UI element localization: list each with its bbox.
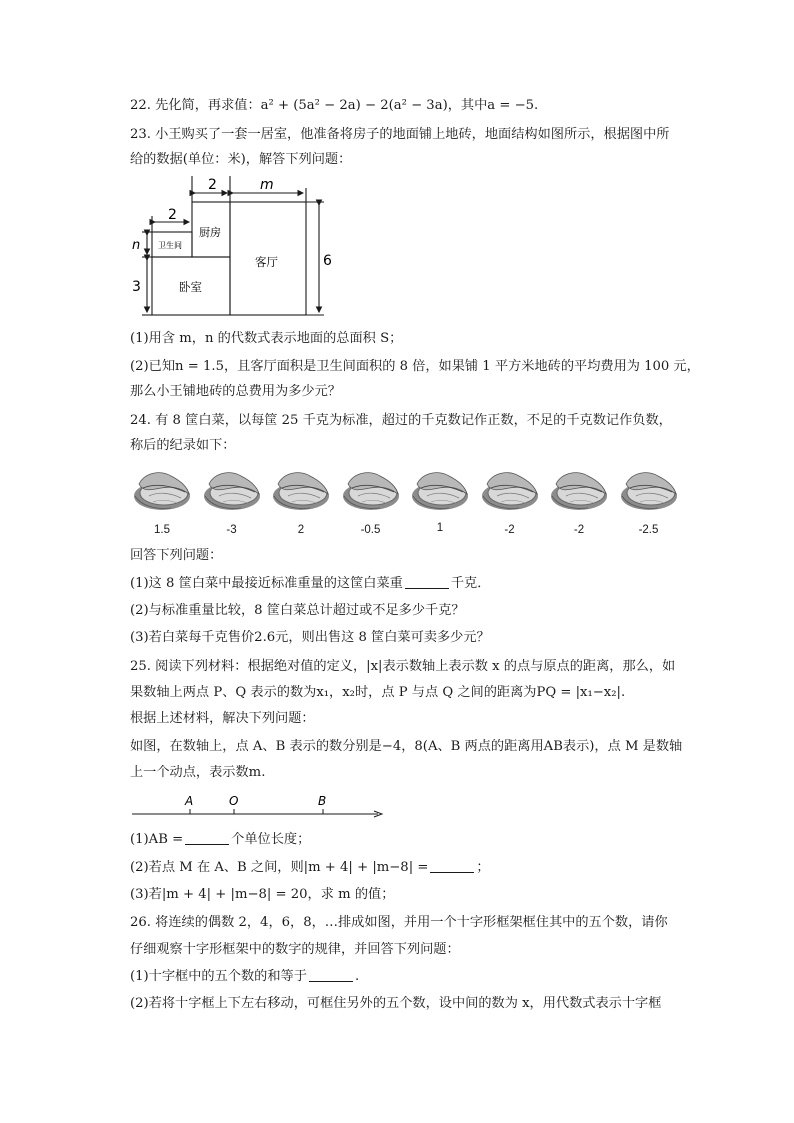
answer-blank [309, 967, 353, 982]
q23-part2b: 那么小王铺地砖的总费用为多少元？ [130, 384, 341, 399]
dim-6: 6 [323, 253, 332, 269]
cabbage-value-label: -2 [573, 524, 585, 536]
dim-top-2: 2 [208, 177, 217, 193]
cabbage-value-label: -0.5 [360, 524, 381, 536]
point-a-label: A [185, 794, 194, 808]
q25-part2-text: (2)若点 M 在 A、B 之间，则|m + 4| + |m−8| = [130, 860, 429, 875]
cabbage-icon [618, 466, 680, 514]
cabbage-icon [270, 466, 332, 514]
cabbage-value-label: -3 [226, 524, 237, 536]
cabbage-value-label: -2.5 [638, 524, 659, 536]
q24-line2: 称后的纪录如下： [130, 438, 236, 453]
cabbage-value-label: 2 [297, 524, 305, 536]
q26-line2: 仔细观察十字形框架中的数字的规律，并回答下列问题： [130, 942, 460, 957]
cabbage-icon [340, 466, 402, 514]
cabbage-icon [409, 466, 471, 514]
q25-line3: 根据上述材料，解决下列问题： [130, 711, 315, 726]
q24-line1: 24. 有 8 筐白菜，以每筐 25 千克为标准，超过的千克数记作正数，不足的千克数记作负数， [130, 413, 672, 428]
number-line [128, 790, 388, 820]
q26-part2: (2)若将十字框上下左右移动，可框住另外的五个数，设中间的数为 x，用代数式表示十字框 [130, 996, 662, 1011]
q23-part2a: (2)已知n = 1.5，且客厅面积是卫生间面积的 8 倍，如果铺 1 平方米地砖的平均费用为 100 元， [130, 359, 700, 374]
dim-top-m: m [260, 177, 274, 193]
dim-n: n [132, 238, 141, 253]
answer-blank [430, 858, 474, 873]
point-b-label: B [318, 794, 327, 808]
q26-line1: 26. 将连续的偶数 2，4，6，8，…排成如图，并用一个十字形框架框住其中的五个数，请你 [130, 915, 668, 930]
cabbage-row [0, 460, 794, 540]
q26-part1 [130, 966, 359, 988]
q26-part1-text: (1)十字框中的五个数的和等于 [130, 969, 307, 984]
q25-line4: 如图，在数轴上，点 A、B 表示的数分别是−4，8(A、B 两点的距离用AB表示)，点 M 是数轴 [130, 739, 683, 754]
q25-part2-end: ； [476, 860, 490, 875]
q23-line1: 23. 小王购买了一套一居室，他准备将房子的地面铺上地砖，地面结构如图所示，根据图中所 [130, 127, 670, 142]
floorplan-figure [128, 176, 338, 324]
q24-part1-unit: 千克． [450, 576, 491, 591]
q24-part1-text: (1)这 8 筐白菜中最接近标准重量的这筐白菜重 [130, 576, 403, 591]
q23-line2: 给的数据(单位：米)，解答下列问题： [130, 152, 352, 167]
bathroom-label: 卫生间 [158, 241, 182, 250]
cabbage-icon [201, 466, 263, 514]
q25-part3: (3)若|m + 4| + |m−8| = 20，求 m 的值； [130, 887, 395, 902]
q25-part2 [130, 857, 490, 879]
point-o-label: O [229, 794, 239, 808]
q24-answer-intro: 回答下列问题： [130, 548, 223, 563]
q25-line2: 果数轴上两点 P、Q 表示的数为x₁，x₂时，点 P 与点 Q 之间的距离为PQ = |x₁−x₂|. [130, 685, 626, 700]
answer-blank [405, 574, 449, 589]
bedroom-label: 卧室 [179, 280, 202, 294]
q23-part1: (1)用含 m，n 的代数式表示地面的总面积 S； [130, 331, 403, 346]
q25-part1 [130, 829, 310, 851]
q25-line1: 25. 阅读下列材料：根据绝对值的定义，|x|表示数轴上表示数 x 的点与原点的距离，那么，如 [130, 659, 676, 674]
q25-part1-text: (1)AB = [130, 832, 184, 847]
cabbage-icon [548, 466, 610, 514]
cabbage-value-label: 1 [436, 522, 444, 534]
kitchen-label: 厨房 [199, 226, 221, 239]
q25-part1-unit: 个单位长度； [231, 832, 311, 847]
answer-blank [185, 830, 229, 845]
q25-line5: 上一个动点，表示数m. [130, 765, 266, 780]
cabbage-icon [479, 466, 541, 514]
q22-text: 22. 先化简，再求值：a² + (5a² − 2a) − 2(a² − 3a)，其中a = −5. [130, 98, 539, 113]
dim-3: 3 [132, 279, 141, 295]
cabbage-value-label: 1.5 [154, 524, 170, 536]
q24-part2: (2)与标准重量比较，8 筐白菜总计超过或不足多少千克？ [130, 603, 465, 618]
cabbage-value-label: -2 [504, 524, 515, 536]
cabbage-icon [131, 466, 193, 514]
living-label: 客厅 [255, 255, 278, 269]
q24-part3: (3)若白菜每千克售价2.6元，则出售这 8 筐白菜可卖多少元？ [130, 630, 490, 645]
dim-bath-2: 2 [168, 207, 177, 223]
q26-part1-end: . [354, 969, 360, 984]
q24-part1 [130, 573, 490, 595]
